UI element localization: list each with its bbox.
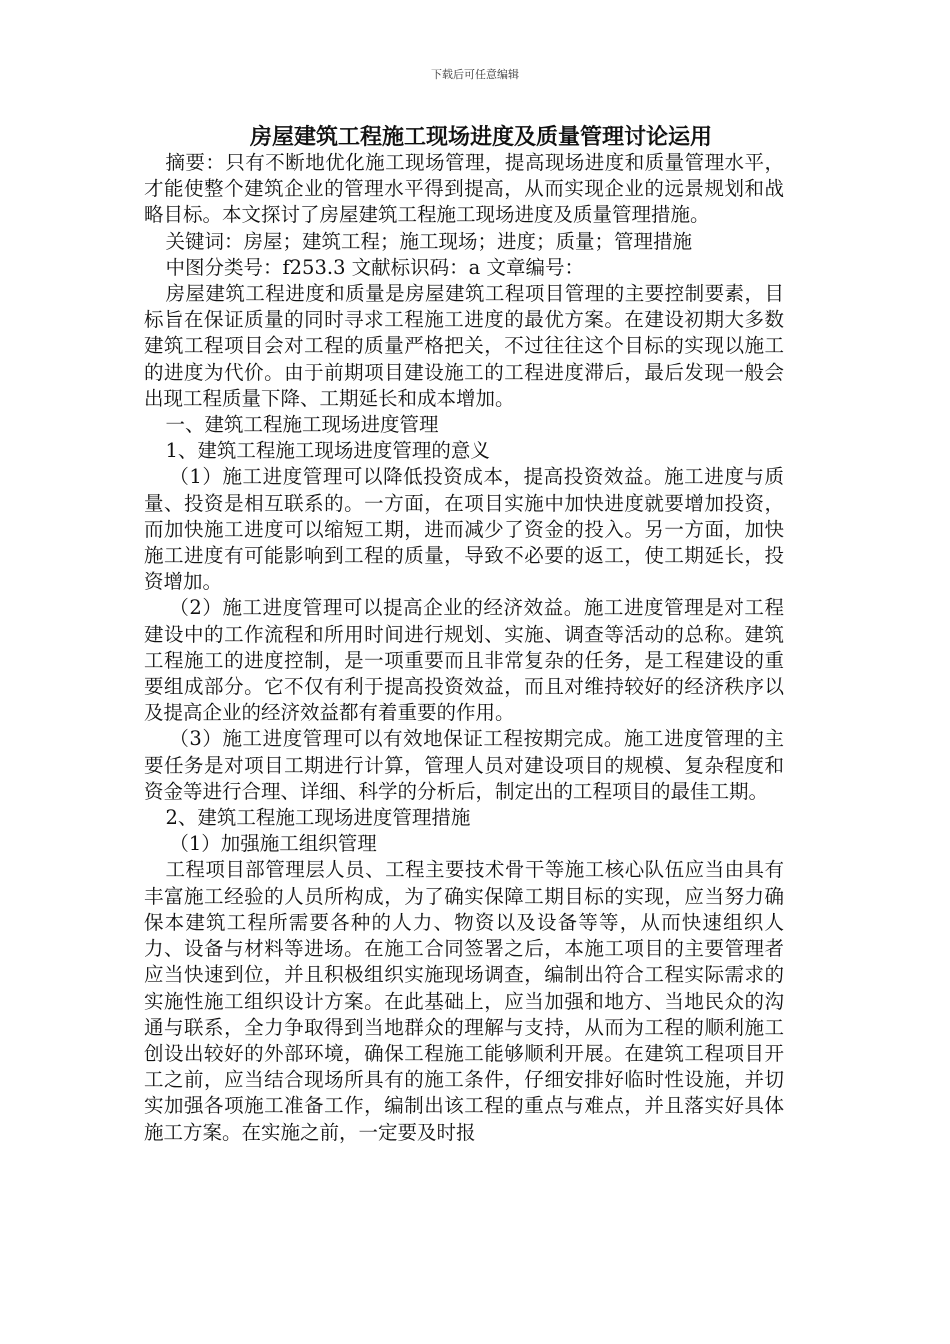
- body-paragraph: 工程项目部管理层人员、工程主要技术骨干等施工核心队伍应当由具有丰富施工经验的人员所构成，为了确实保障工期目标的实现，应当努力确保本建筑工程所需要各种的人力、物资以及设备等等，从而快速组织人力、设备与材料等进场。在施工合同签署之后，本施工项目的主要管理者应当快速到位，并且积极组织实施现场调查，编制出符合工程实际需求的实施性施工组织设计方案。在此基础上，应当加强和地方、当地民众的沟通与联系，全力争取得到当地群众的理解与支持，从而为工程的顺利施工创设出较好的外部环境，确保工程施工能够顺利开展。在建筑工程项目开工之前，应当结合现场所具有的施工条件，仔细安排好临时性设施，并切实加强各项施工准备工作，编制出该工程的重点与难点，并且落实好具体施工方案。在实施之前，一定要及时报: [144, 858, 784, 1144]
- document-body: [144, 150, 784, 1146]
- subsection-heading: 2、建筑工程施工现场进度管理措施: [165, 806, 471, 830]
- sub-subsection-heading: （1）加强施工组织管理: [169, 832, 377, 856]
- abstract-paragraph: 摘要：只有不断地优化施工现场管理，提高现场进度和质量管理水平，才能使整个建筑企业的管理水平得到提高，从而实现企业的远景规划和战略目标。本文探讨了房屋建筑工程施工现场进度及质量管理措施。: [144, 151, 784, 227]
- page-header-note: 下载后可任意编辑: [431, 68, 519, 81]
- document-title: 房屋建筑工程施工现场进度及质量管理讨论运用: [250, 124, 713, 150]
- keywords-paragraph: 关键词：房屋；建筑工程；施工现场；进度；质量；管理措施: [165, 229, 692, 253]
- body-paragraph: （1）施工进度管理可以降低投资成本，提高投资效益。施工进度与质量、投资是相互联系的。一方面，在项目实施中加快进度就要增加投资，而加快施工进度可以缩短工期，进而减少了资金的投入。另一方面，加快施工进度有可能影响到工程的质量，导致不必要的返工，使工期延长，投资增加。: [144, 465, 784, 594]
- body-paragraph: （2）施工进度管理可以提高企业的经济效益。施工进度管理是对工程建设中的工作流程和所用时间进行规划、实施、调查等活动的总称。建筑工程施工的进度控制，是一项重要而且非常复杂的任务，是工程建设的重要组成部分。它不仅有利于提高投资效益，而且对维持较好的经济秩序以及提高企业的经济效益都有着重要的作用。: [144, 596, 784, 725]
- subsection-heading: 1、建筑工程施工现场进度管理的意义: [165, 439, 490, 463]
- section-heading: 一、建筑工程施工现场进度管理: [165, 413, 439, 437]
- intro-paragraph: 房屋建筑工程进度和质量是房屋建筑工程项目管理的主要控制要素，目标旨在保证质量的同时寻求工程施工进度的最优方案。在建设初期大多数建筑工程项目会对工程的质量严格把关，不过往往这个目标的实现以施工的进度为代价。由于前期项目建设施工的工程进度滞后，最后发现一般会出现工程质量下降、工期延长和成本增加。: [144, 282, 784, 410]
- body-paragraph: （3）施工进度管理可以有效地保证工程按期完成。施工进度管理的主要任务是对项目工期进行计算，管理人员对建设项目的规模、复杂程度和资金等进行合理、详细、科学的分析后，制定出的工程项目的最佳工期。: [144, 727, 784, 803]
- classification-paragraph: 中图分类号：f253.3 文献标识码：a 文章编号：: [165, 255, 585, 279]
